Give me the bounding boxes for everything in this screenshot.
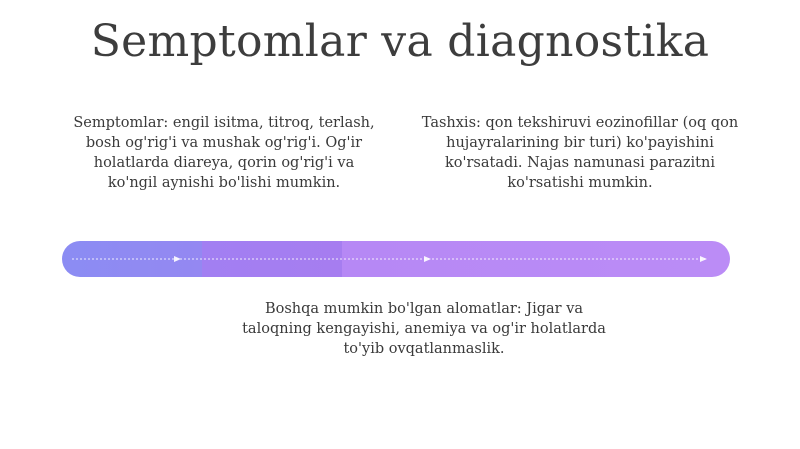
symptoms-text: Semptomlar: engil isitma, titroq, terlash, bosh og'rig'i va mushak og'rig'i. Og'ir holatlarda diareya, qorin og'rig'i va ko'ngil aynishi bo'lishi mumkin. (73, 115, 375, 191)
arrow-icon (174, 256, 181, 262)
diagnosis-text: Tashxis: qon tekshiruvi eozinofillar (oq qon hujayralarining bir turi) ko'payishini ko'rsatadi. Najas namunasi parazitni ko'rsatishi mumkin. (421, 115, 739, 191)
other-signs-text: Boshqa mumkin bo'lgan alomatlar: Jigar va taloqning kengayishi, anemiya va og'ir holatlarda to'yib ovqatlanmaslik. (242, 301, 606, 357)
timeline-arrow-line (62, 241, 730, 277)
timeline (62, 241, 730, 277)
arrow-icon (700, 256, 707, 262)
page-title: Semptomlar va diagnostika (90, 16, 710, 67)
arrow-icon (424, 256, 431, 262)
